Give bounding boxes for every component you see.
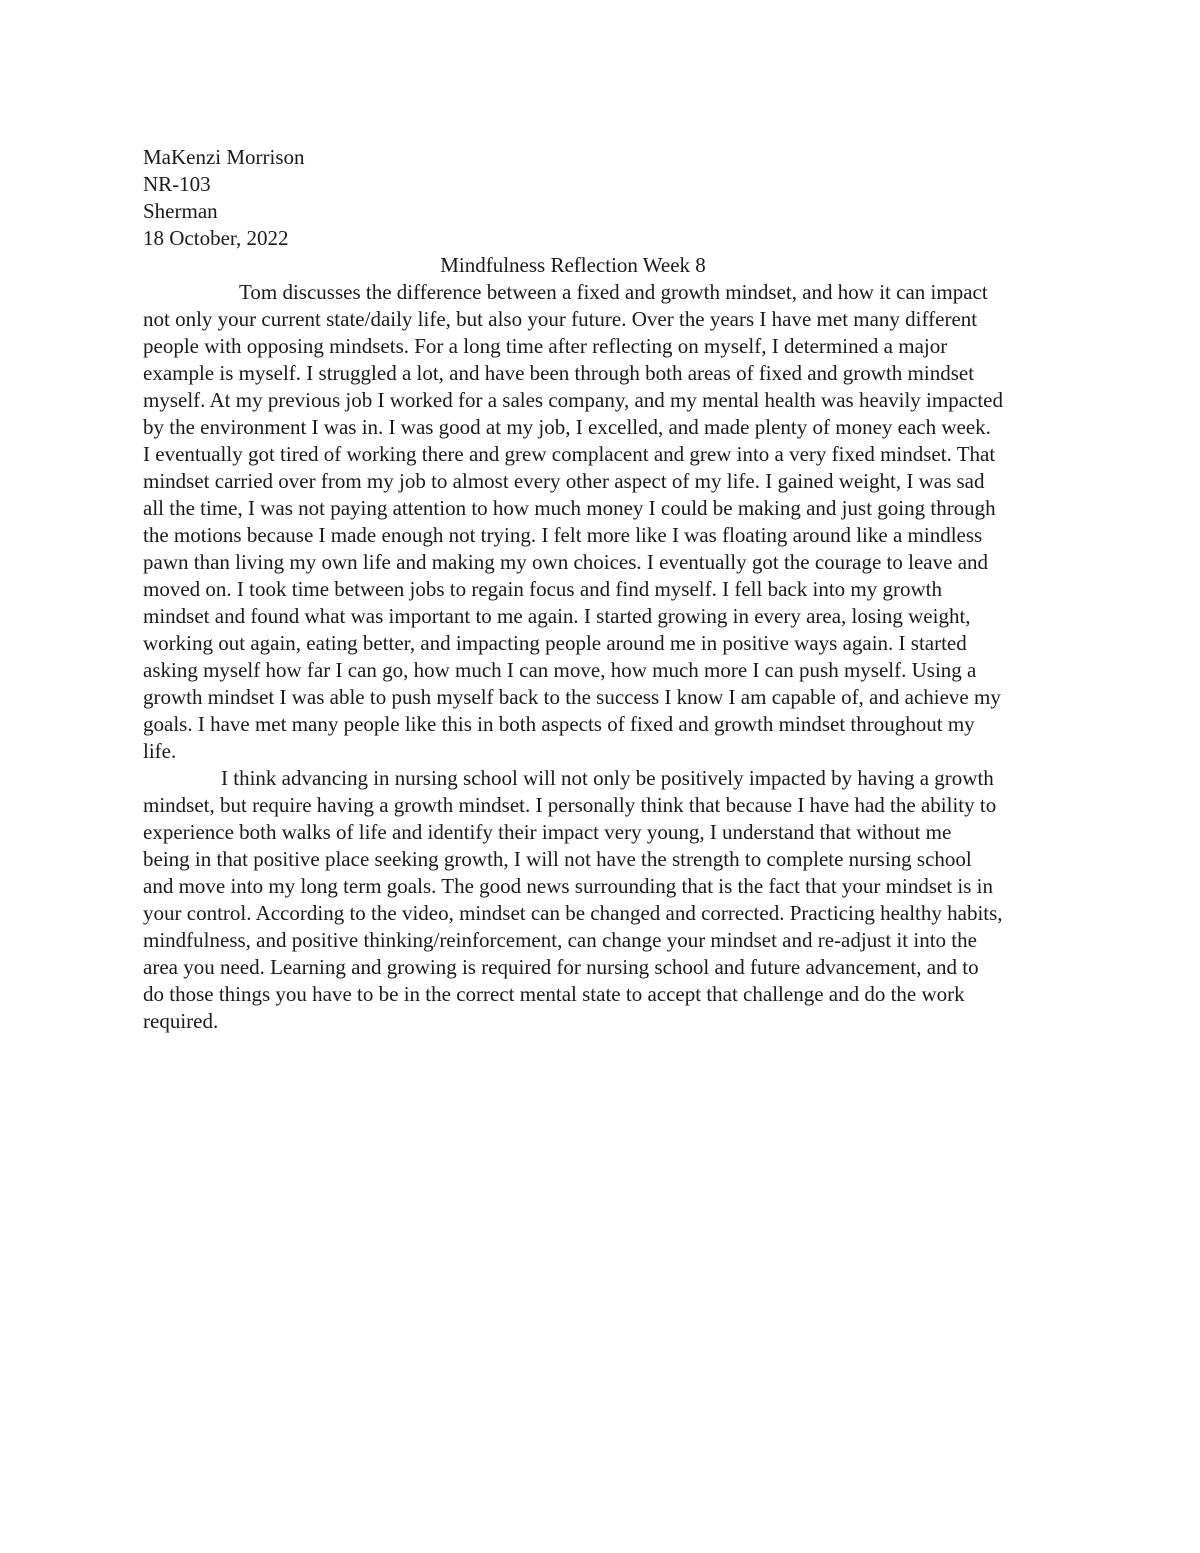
- course-code: NR-103: [143, 172, 211, 196]
- document-title: Mindfulness Reflection Week 8: [440, 253, 706, 277]
- instructor-name: Sherman: [143, 199, 218, 223]
- document-body: [143, 144, 1003, 1035]
- paragraph: Tom discusses the difference between a fixed and growth mindset, and how it can impact not only your current state/daily life, but also your future. Over the years I have met many different people with opposing mindsets. For a long time after reflecting on myself, I determined a major example is myself. I struggled a lot, and have been through both areas of fixed and growth mindset myself. At my previous job I worked for a sales company, and my mental health was heavily impacted by the environment I was in. I was good at my job, I excelled, and made plenty of money each week. I eventually got tired of working there and grew complacent and grew into a very fixed mindset. That mindset carried over from my job to almost every other aspect of my life. I gained weight, I was sad all the time, I was not paying attention to how much money I could be making and just going through the motions because I made enough not trying. I felt more like I was floating around like a mindless pawn than living my own life and making my own choices. I eventually got the courage to leave and moved on. I took time between jobs to regain focus and find myself. I fell back into my growth mindset and found what was important to me again. I started growing in every area, losing weight, working out again, eating better, and impacting people around me in positive ways again. I started asking myself how far I can go, how much I can move, how much more I can push myself. Using a growth mindset I was able to push myself back to the success I know I am capable of, and achieve my goals. I have met many people like this in both aspects of fixed and growth mindset throughout my life.: [143, 280, 1003, 763]
- paragraph: I think advancing in nursing school will not only be positively impacted by having a growth mindset, but require having a growth mindset. I personally think that because I have had the ability to experience both walks of life and identify their impact very young, I understand that without me being in that positive place seeking growth, I will not have the strength to complete nursing school and move into my long term goals. The good news surrounding that is the fact that your mindset is in your control. According to the video, mindset can be changed and corrected. Practicing healthy habits, mindfulness, and positive thinking/reinforcement, can change your mindset and re-adjust it into the area you need. Learning and growing is required for nursing school and future advancement, and to do those things you have to be in the correct mental state to accept that challenge and do the work required.: [143, 766, 1003, 1033]
- author-name: MaKenzi Morrison: [143, 145, 305, 169]
- document-date: 18 October, 2022: [143, 226, 289, 250]
